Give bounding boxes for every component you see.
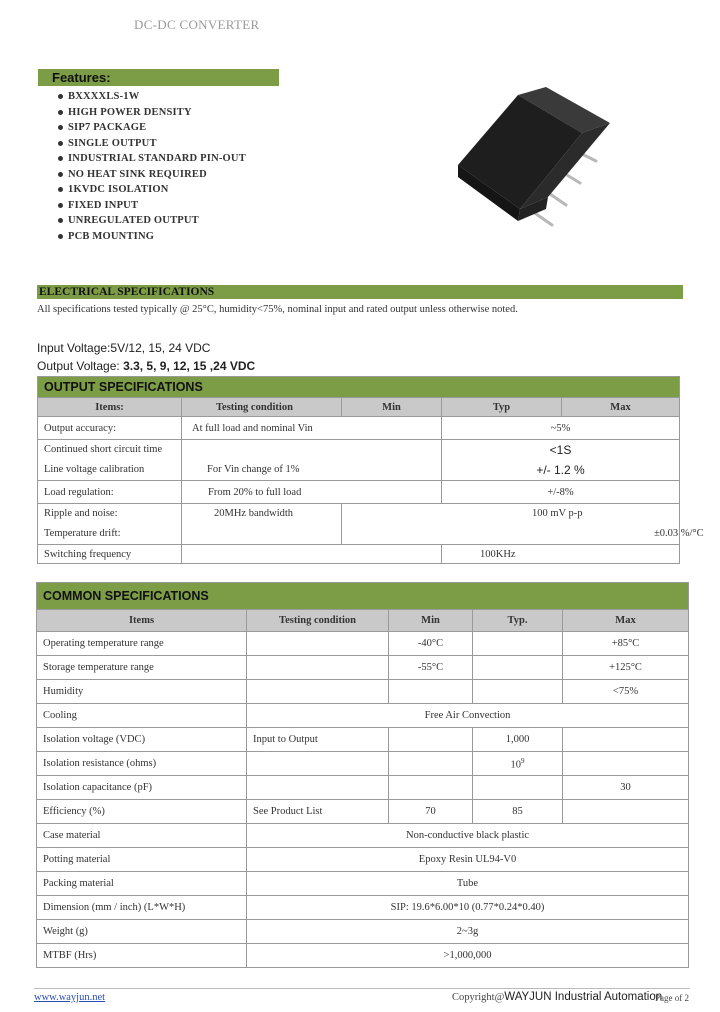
row-item: Output accuracy: <box>38 417 182 440</box>
table-row <box>37 680 689 704</box>
row-item: Storage temperature range <box>37 656 247 680</box>
row-max: ±0.03 %/°C <box>654 528 704 539</box>
col-items: Items <box>37 610 247 632</box>
electrical-note: All specifications tested typically @ 25°C, humidity<75%, nominal input and rated output unless otherwise noted. <box>37 304 518 315</box>
row-min: -55°C <box>389 656 473 680</box>
table-row <box>37 728 689 752</box>
row-item: Case material <box>37 824 247 848</box>
feature-item: FIXED INPUT <box>58 198 246 214</box>
row-item: Humidity <box>37 680 247 704</box>
table-row <box>37 896 689 920</box>
row-item-line: Ripple and noise: <box>44 508 118 519</box>
col-max: Max <box>563 610 689 632</box>
company-name: WAYJUN Industrial Automation <box>504 991 663 1003</box>
feature-item: HIGH POWER DENSITY <box>58 105 246 121</box>
document-title: DC-DC CONVERTER <box>134 17 260 32</box>
output-voltage <box>37 359 255 373</box>
table-row <box>38 417 680 440</box>
row-typ: 100KHz <box>442 545 680 564</box>
feature-item: SIP7 PACKAGE <box>58 120 246 136</box>
row-item: Isolation resistance (ohms) <box>37 752 247 776</box>
row-condition-line: For Vin change of 1% <box>207 464 300 475</box>
table-row <box>37 944 689 968</box>
row-item: Operating temperature range <box>37 632 247 656</box>
website-link[interactable]: www.wayjun.net <box>34 992 106 1003</box>
row-item: Efficiency (%) <box>37 800 247 824</box>
feature-item: SINGLE OUTPUT <box>58 136 246 152</box>
row-item: Packing material <box>37 872 247 896</box>
row-item: Isolation voltage (VDC) <box>37 728 247 752</box>
row-min: 70 <box>389 800 473 824</box>
col-testing-condition: Testing condition <box>247 610 389 632</box>
row-item: Switching frequency <box>38 545 182 564</box>
table-row <box>37 872 689 896</box>
row-item: Weight (g) <box>37 920 247 944</box>
row-item-line: Line voltage calibration <box>44 464 145 475</box>
row-max: +125°C <box>563 656 689 680</box>
row-max: +85°C <box>563 632 689 656</box>
output-voltage-value: 3.3, 5, 9, 12, 15 ,24 VDC <box>123 359 256 373</box>
feature-item: PCB MOUNTING <box>58 229 246 245</box>
page-number: Page of 2 <box>655 993 689 1003</box>
row-value: Non-conductive black plastic <box>247 824 689 848</box>
common-specs-title: COMMON SPECIFICATIONS <box>37 583 689 610</box>
feature-item: INDUSTRIAL STANDARD PIN-OUT <box>58 151 246 167</box>
product-image <box>450 85 620 245</box>
row-typ: 85 <box>473 800 563 824</box>
row-max: <75% <box>563 680 689 704</box>
row-item: Isolation capacitance (pF) <box>37 776 247 800</box>
table-row <box>37 848 689 872</box>
col-items: Items: <box>38 398 182 417</box>
col-typ: Typ <box>442 398 562 417</box>
row-condition: At full load and nominal Vin <box>182 417 442 440</box>
row-value: Epoxy Resin UL94-V0 <box>247 848 689 872</box>
col-max: Max <box>562 398 680 417</box>
col-min: Min <box>342 398 442 417</box>
input-voltage <box>37 341 210 355</box>
row-value: 2~3g <box>247 920 689 944</box>
row-max <box>442 440 680 481</box>
row-values <box>342 504 704 545</box>
table-row <box>37 704 689 728</box>
feature-item: BXXXXLS-1W <box>58 89 246 105</box>
row-max-line: +/- 1.2 % <box>536 463 585 477</box>
row-item <box>38 504 182 545</box>
col-min: Min <box>389 610 473 632</box>
footer-copyright <box>452 991 662 1003</box>
row-value: SIP: 19.6*6.00*10 (0.77*0.24*0.40) <box>247 896 689 920</box>
row-condition <box>182 504 342 545</box>
col-typ: Typ. <box>473 610 563 632</box>
feature-item: NO HEAT SINK REQUIRED <box>58 167 246 183</box>
row-value: >1,000,000 <box>247 944 689 968</box>
row-max: 30 <box>563 776 689 800</box>
table-row <box>38 440 680 481</box>
output-voltage-label: Output Voltage: <box>37 359 120 373</box>
table-row <box>37 920 689 944</box>
table-row <box>37 656 689 680</box>
row-condition: See Product List <box>247 800 389 824</box>
output-specs-title: OUTPUT SPECIFICATIONS <box>38 377 680 398</box>
electrical-heading: ELECTRICAL SPECIFICATIONS <box>37 285 683 299</box>
row-value: Tube <box>247 872 689 896</box>
table-row <box>37 632 689 656</box>
row-item <box>38 440 182 481</box>
input-voltage-label: Input Voltage: <box>37 341 111 355</box>
table-row <box>37 800 689 824</box>
output-specs-table <box>37 376 704 564</box>
footer-divider <box>34 988 690 989</box>
row-condition-line: 20MHz bandwidth <box>214 508 294 519</box>
row-item: Dimension (mm / inch) (L*W*H) <box>37 896 247 920</box>
row-max: ~5% <box>442 417 680 440</box>
row-value: Free Air Convection <box>247 704 689 728</box>
row-typ: $10^9$ <box>473 752 563 776</box>
table-row <box>37 824 689 848</box>
feature-item: 1KVDC ISOLATION <box>58 182 246 198</box>
row-item: Load regulation: <box>38 481 182 504</box>
row-condition: Input to Output <box>247 728 389 752</box>
row-max-line: <1S <box>549 443 572 457</box>
features-list <box>58 89 246 244</box>
common-specs-table <box>36 582 689 968</box>
row-min: -40°C <box>389 632 473 656</box>
row-condition <box>182 440 442 481</box>
row-typ: 100 mV p-p <box>532 508 583 519</box>
feature-item: UNREGULATED OUTPUT <box>58 213 246 229</box>
input-voltage-value: 5V/12, 15, 24 VDC <box>110 341 211 355</box>
row-max: +/-8% <box>442 481 680 504</box>
row-item-line: Continued short circuit time <box>44 444 163 455</box>
table-row <box>37 752 689 776</box>
table-row <box>37 776 689 800</box>
table-row <box>38 504 680 545</box>
col-testing-condition: Testing condition <box>182 398 342 417</box>
row-condition: From 20% to full load <box>182 481 442 504</box>
table-row <box>38 545 680 564</box>
row-item-line: Temperature drift: <box>44 528 121 539</box>
row-item: Cooling <box>37 704 247 728</box>
row-item: Potting material <box>37 848 247 872</box>
copyright-prefix: Copyright@ <box>452 992 505 1003</box>
table-row <box>38 481 680 504</box>
features-heading: Features: <box>38 69 279 86</box>
row-item: MTBF (Hrs) <box>37 944 247 968</box>
row-typ: 1,000 <box>473 728 563 752</box>
